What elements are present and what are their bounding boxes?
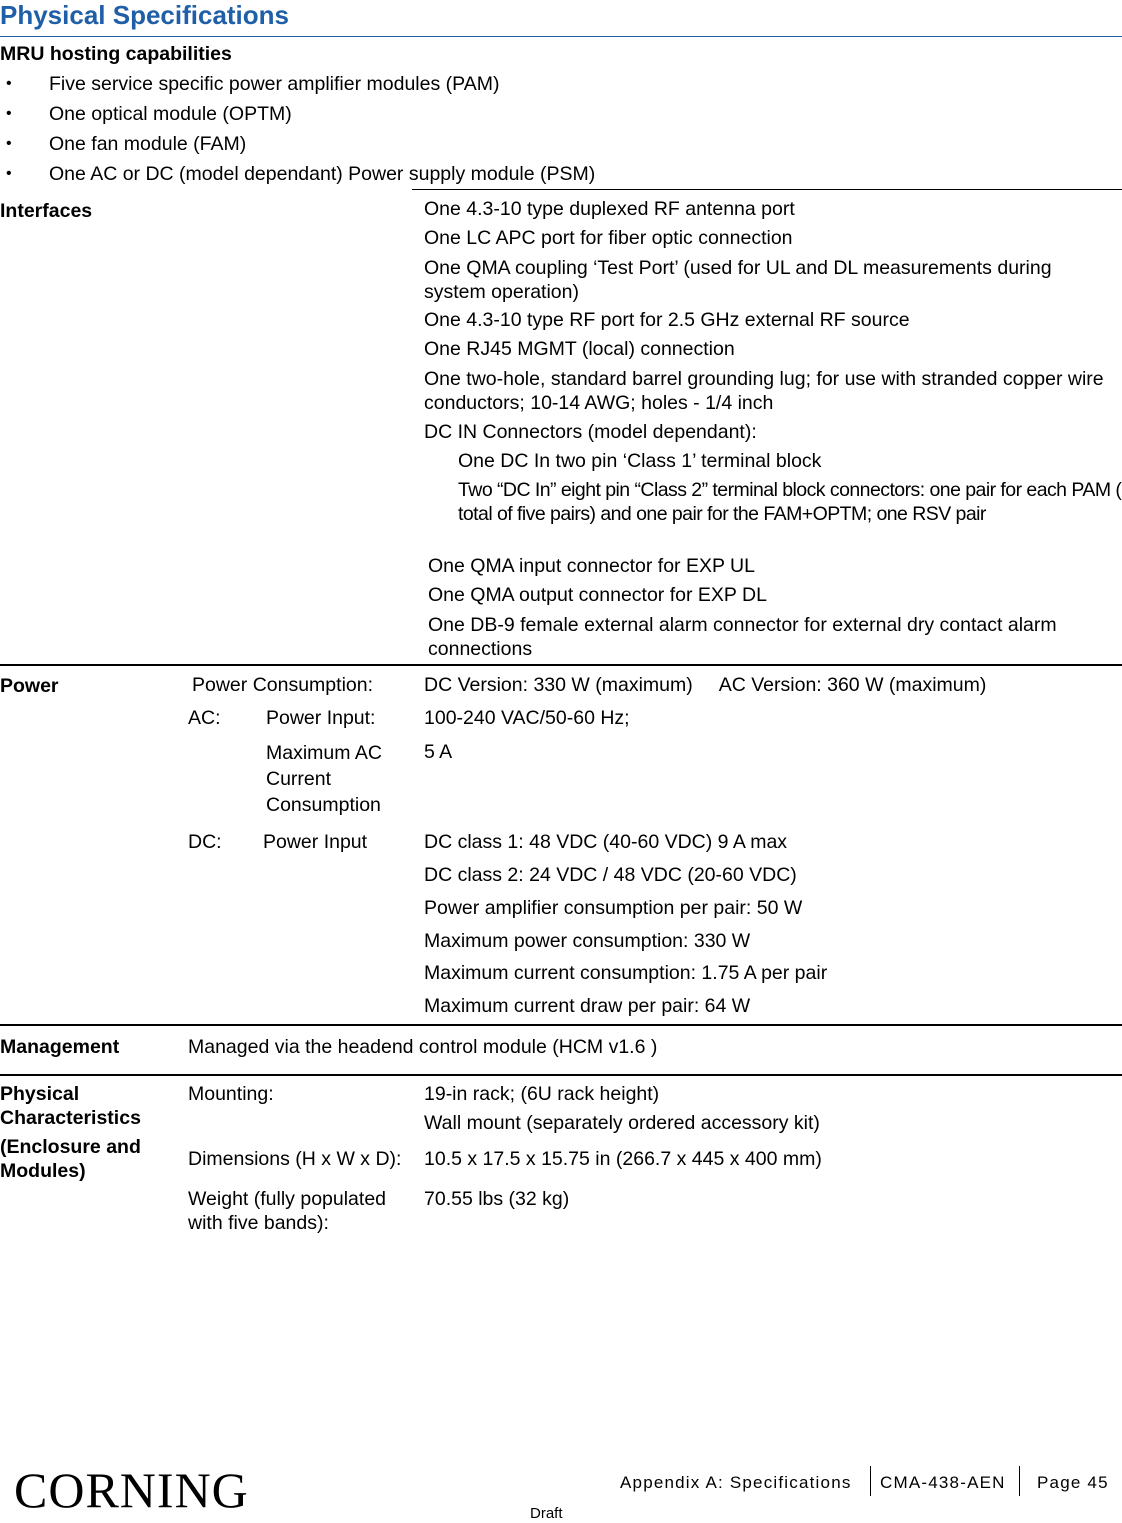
divider: [0, 1024, 1122, 1026]
list-item: One optical module (OPTM): [49, 103, 292, 125]
draft-label: Draft: [530, 1505, 563, 1522]
divider: [412, 189, 1122, 190]
divider: [0, 1074, 1122, 1076]
bullet-icon: •: [6, 165, 12, 182]
list-item: DC class 2: 24 VDC / 48 VDC (20-60 VDC): [424, 864, 797, 886]
list-item: One QMA input connector for EXP UL: [428, 555, 755, 577]
bullet-icon: •: [6, 105, 12, 122]
management-label: Management: [0, 1036, 120, 1058]
list-item: One LC APC port for fiber optic connection: [424, 227, 793, 249]
weight-value: 70.55 lbs (32 kg): [424, 1188, 570, 1210]
list-item: Five service specific power amplifier modules (PAM): [49, 73, 500, 95]
physical-label: Physical Characteristics: [0, 1083, 141, 1129]
list-item: One DC In two pin ‘Class 1’ terminal block: [458, 450, 822, 472]
list-item: One 4.3-10 type duplexed RF antenna port: [424, 198, 795, 220]
list-item: Maximum power consumption: 330 W: [424, 930, 751, 952]
physical-sublabel: (Enclosure and Modules): [0, 1136, 141, 1182]
bullet-icon: •: [6, 75, 12, 92]
footer-separator: [1019, 1466, 1020, 1496]
ac-label: AC:: [188, 707, 221, 729]
bullet-icon: •: [6, 135, 12, 152]
dc-input-label: Power Input: [263, 831, 368, 853]
list-item: One DB-9 female external alarm connector for external dry contact alarm connections: [428, 614, 1057, 660]
power-label: Power: [0, 675, 59, 697]
list-item: DC IN Connectors (model dependant):: [424, 421, 757, 443]
ac-input-value: 100-240 VAC/50-60 Hz;: [424, 707, 630, 729]
list-item: DC class 1: 48 VDC (40-60 VDC) 9 A max: [424, 831, 788, 853]
dc-label: DC:: [188, 831, 222, 853]
list-item: One fan module (FAM): [49, 133, 247, 155]
mru-heading: MRU hosting capabilities: [0, 43, 232, 65]
weight-label: Weight (fully populated with five bands):: [188, 1188, 387, 1234]
footer-page-number: Page 45: [1037, 1473, 1109, 1492]
ac-input-label: Power Input:: [266, 707, 376, 729]
list-item: Two “DC In” eight pin “Class 2” terminal block connectors: one pair for each PAM ( total of five pairs) and one pair for the FAM+OPTM; one RSV pair: [458, 479, 1122, 525]
corning-logo: CORNING: [14, 1462, 249, 1518]
title-rule: [0, 36, 1122, 37]
ac-max-label: Maximum AC Current Consumption: [266, 742, 382, 816]
list-item: One AC or DC (model dependant) Power supply module (PSM): [49, 163, 596, 185]
management-value: Managed via the headend control module (HCM v1.6 ): [188, 1036, 658, 1058]
divider: [0, 664, 1122, 666]
mounting-label: Mounting:: [188, 1083, 274, 1105]
list-item: Maximum current draw per pair: 64 W: [424, 995, 751, 1017]
page-title: Physical Specifications: [0, 0, 290, 30]
list-item: One 4.3-10 type RF port for 2.5 GHz external RF source: [424, 309, 910, 331]
interfaces-label: Interfaces: [0, 200, 93, 222]
list-item: Maximum current consumption: 1.75 A per pair: [424, 962, 828, 984]
power-consumption-label: Power Consumption:: [192, 674, 374, 696]
list-item: One QMA coupling ‘Test Port’ (used for UL and DL measurements during system operation): [424, 257, 1052, 303]
dimensions-value: 10.5 x 17.5 x 15.75 in (266.7 x 445 x 400 mm): [424, 1148, 822, 1170]
list-item: One two-hole, standard barrel grounding lug; for use with stranded copper wire conductors; 10-14 AWG; holes - 1/4 inch: [424, 368, 1104, 414]
footer-separator: [870, 1466, 871, 1496]
list-item: One QMA output connector for EXP DL: [428, 584, 767, 606]
mounting-value: 19-in rack; (6U rack height): [424, 1083, 660, 1105]
ac-max-value: 5 A: [424, 741, 453, 763]
mounting-value: Wall mount (separately ordered accessory kit): [424, 1112, 820, 1134]
footer-section: Appendix A: Specifications: [620, 1473, 852, 1492]
list-item: One RJ45 MGMT (local) connection: [424, 338, 735, 360]
footer-doc-id: CMA-438-AEN: [880, 1473, 1006, 1492]
power-consumption-value: DC Version: 330 W (maximum) AC Version: 360 W (maximum): [424, 674, 987, 696]
dimensions-label: Dimensions (H x W x D):: [188, 1148, 402, 1170]
list-item: Power amplifier consumption per pair: 50 W: [424, 897, 803, 919]
